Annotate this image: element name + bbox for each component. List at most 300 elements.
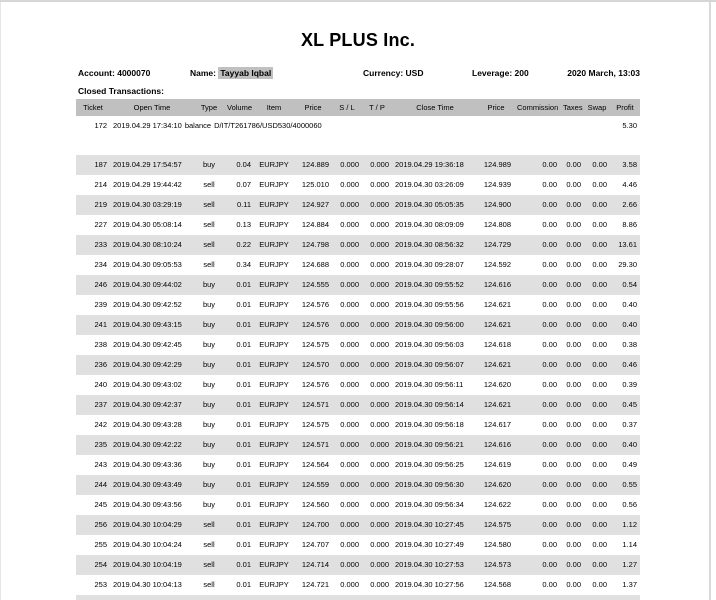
cell-type: buy — [202, 300, 216, 309]
table-row — [76, 155, 640, 175]
cell-price: 125.010 — [301, 180, 329, 189]
cell-price: 124.576 — [301, 380, 329, 389]
cell-taxes: 0.00 — [566, 500, 581, 509]
cell-swap: 0.00 — [584, 235, 610, 255]
cell-close_price: 124.939 — [483, 180, 511, 189]
column-header-volume: Volume — [224, 99, 254, 116]
balance-open-time: 2019.04.29 17:34:10 — [113, 121, 182, 130]
table-row — [76, 175, 640, 195]
cell-ticket: 187 — [76, 155, 110, 175]
cell-open_time: 2019.04.30 10:04:19 — [110, 555, 194, 575]
cell-profit: 1.12 — [610, 515, 640, 535]
cell-price: 124.575 — [301, 420, 329, 429]
cell-swap: 0.00 — [584, 435, 610, 455]
cell-profit: 0.55 — [610, 475, 640, 495]
cell-type: buy — [194, 435, 224, 455]
cell-sl: 0.000 — [332, 555, 362, 575]
column-header-swap: Swap — [584, 99, 610, 116]
cell-volume: 0.13 — [236, 220, 251, 229]
cell-commission: 0.00 — [542, 300, 557, 309]
cell-profit: 0.39 — [622, 380, 637, 389]
cell-volume: 0.01 — [224, 315, 254, 335]
cell-volume: 0.01 — [236, 420, 251, 429]
leverage-label: Leverage: — [472, 68, 513, 78]
cell-sl: 0.000 — [340, 220, 359, 229]
cell-tp: 0.000 — [362, 155, 392, 175]
cell-tp: 0.000 — [370, 380, 389, 389]
cell-tp: 0.000 — [362, 515, 392, 535]
cell-swap: 0.00 — [592, 380, 607, 389]
cell-profit: 0.54 — [610, 275, 640, 295]
cell-price: 124.570 — [294, 355, 332, 375]
table-row — [76, 195, 640, 215]
cell-close_price: 124.620 — [483, 380, 511, 389]
cell-sl: 0.000 — [332, 355, 362, 375]
table-row — [76, 335, 640, 355]
cell-profit: 0.56 — [622, 500, 637, 509]
cell-close_price: 124.568 — [483, 580, 511, 589]
cell-swap: 0.00 — [584, 155, 610, 175]
cell-swap: 0.00 — [592, 580, 607, 589]
cell-price: 124.798 — [294, 235, 332, 255]
table-row — [76, 275, 640, 295]
cell-price: 124.884 — [301, 220, 329, 229]
cell-swap: 0.00 — [592, 260, 607, 269]
cell-commission: 0.00 — [542, 420, 557, 429]
cell-profit: 0.37 — [622, 420, 637, 429]
cell-close_price: 124.620 — [478, 475, 514, 495]
cell-type: sell — [203, 180, 215, 189]
cell-item: EURJPY — [254, 155, 294, 175]
table-row — [76, 555, 640, 575]
cell-volume: 0.01 — [224, 435, 254, 455]
cell-price: 124.575 — [301, 340, 329, 349]
cell-ticket: 244 — [76, 475, 110, 495]
cell-sl: 0.000 — [340, 580, 359, 589]
cell-sl: 0.000 — [340, 180, 359, 189]
cell-close_time: 2019.04.30 09:56:30 — [392, 475, 478, 495]
account-field — [78, 68, 150, 78]
column-header-item: Item — [254, 99, 294, 116]
cell-commission: 0.00 — [542, 580, 557, 589]
cell-taxes: 0.00 — [566, 540, 581, 549]
cell-sl: 0.000 — [340, 500, 359, 509]
cell-close_price: 124.621 — [478, 355, 514, 375]
balance-description — [110, 116, 610, 135]
cell-ticket: 172 — [94, 121, 107, 130]
balance-row — [76, 116, 640, 135]
cell-ticket: 253 — [94, 580, 107, 589]
cell-commission: 0.00 — [542, 460, 557, 469]
cell-item: EURJPY — [254, 275, 294, 295]
cell-close_price: 124.580 — [483, 540, 511, 549]
cell-open_time: 2019.04.30 10:04:24 — [113, 540, 182, 549]
cell-tp: 0.000 — [370, 180, 389, 189]
cell-type: sell — [203, 540, 215, 549]
table-row — [76, 535, 640, 555]
cell-taxes: 0.00 — [560, 235, 584, 255]
cell-sl: 0.000 — [332, 275, 362, 295]
cell-item: EURJPY — [259, 180, 289, 189]
cell-volume: 0.11 — [224, 195, 254, 215]
cell-close_time: 2019.04.30 08:09:09 — [395, 220, 464, 229]
cell-close_time: 2019.04.29 19:36:18 — [392, 155, 478, 175]
cell-open_time: 2019.04.30 09:42:29 — [110, 355, 194, 375]
closed-transactions-table — [76, 99, 640, 600]
cell-item: EURJPY — [259, 500, 289, 509]
cell-profit: 1.27 — [610, 555, 640, 575]
cell-tp: 0.000 — [370, 540, 389, 549]
cell-close_price: 124.621 — [483, 300, 511, 309]
cell-price: 124.559 — [294, 475, 332, 495]
cell-open_time: 2019.04.30 09:42:37 — [110, 395, 194, 415]
cell-close_price: 124.622 — [483, 500, 511, 509]
cell-profit: 0.38 — [622, 340, 637, 349]
cell-tp: 0.000 — [370, 460, 389, 469]
cell-commission: 0.00 — [542, 180, 557, 189]
cell-sl: 0.000 — [340, 420, 359, 429]
cell-close_price: 124.618 — [483, 340, 511, 349]
partial-table-row — [76, 595, 640, 600]
cell-profit: 2.66 — [610, 195, 640, 215]
cell-taxes: 0.00 — [560, 355, 584, 375]
cell-ticket: 239 — [94, 300, 107, 309]
currency-label: Currency: — [363, 68, 404, 78]
cell-taxes: 0.00 — [566, 340, 581, 349]
cell-taxes: 0.00 — [566, 380, 581, 389]
cell-commission: 0.00 — [514, 355, 560, 375]
cell-tp: 0.000 — [362, 195, 392, 215]
cell-item: EURJPY — [259, 580, 289, 589]
cell-volume: 0.22 — [224, 235, 254, 255]
name-field — [190, 68, 273, 78]
cell-taxes: 0.00 — [566, 300, 581, 309]
cell-commission: 0.00 — [514, 275, 560, 295]
cell-ticket: 237 — [76, 395, 110, 415]
cell-swap: 0.00 — [584, 275, 610, 295]
cell-open_time: 2019.04.30 09:42:45 — [113, 340, 182, 349]
cell-tp: 0.000 — [362, 315, 392, 335]
cell-sl: 0.000 — [340, 380, 359, 389]
cell-profit: 5.30 — [622, 121, 637, 130]
cell-type: sell — [194, 515, 224, 535]
cell-volume: 0.01 — [224, 395, 254, 415]
cell-commission: 0.00 — [514, 435, 560, 455]
cell-swap: 0.00 — [592, 460, 607, 469]
cell-swap: 0.00 — [592, 500, 607, 509]
cell-price: 124.555 — [294, 275, 332, 295]
cell-volume: 0.01 — [224, 475, 254, 495]
cell-close_time: 2019.04.30 09:56:00 — [392, 315, 478, 335]
cell-volume: 0.01 — [236, 340, 251, 349]
table-row — [76, 295, 640, 315]
cell-close_time: 2019.04.30 03:26:09 — [395, 180, 464, 189]
account-label: Account: — [78, 68, 115, 78]
currency-value: USD — [405, 68, 424, 78]
cell-item: EURJPY — [259, 300, 289, 309]
cell-ticket: 236 — [76, 355, 110, 375]
cell-commission: 0.00 — [542, 500, 557, 509]
column-header-ticket: Ticket — [76, 99, 110, 116]
table-row — [76, 515, 640, 535]
cell-tp: 0.000 — [362, 395, 392, 415]
cell-sl: 0.000 — [332, 515, 362, 535]
cell-commission: 0.00 — [542, 220, 557, 229]
cell-commission: 0.00 — [514, 195, 560, 215]
table-header-row — [76, 99, 640, 116]
cell-price: 124.576 — [301, 300, 329, 309]
cell-sl: 0.000 — [340, 540, 359, 549]
cell-close_time: 2019.04.30 10:27:53 — [392, 555, 478, 575]
cell-ticket: 255 — [94, 540, 107, 549]
cell-profit: 0.49 — [622, 460, 637, 469]
cell-item: EURJPY — [259, 220, 289, 229]
cell-volume: 0.01 — [224, 515, 254, 535]
cell-taxes: 0.00 — [560, 275, 584, 295]
cell-open_time: 2019.04.30 09:43:49 — [110, 475, 194, 495]
cell-taxes: 0.00 — [560, 195, 584, 215]
cell-volume: 0.01 — [224, 275, 254, 295]
cell-ticket: 214 — [94, 180, 107, 189]
cell-type: buy — [194, 275, 224, 295]
cell-tp: 0.000 — [370, 420, 389, 429]
cell-close_price: 124.621 — [478, 395, 514, 415]
cell-profit: 0.40 — [610, 435, 640, 455]
cell-open_time: 2019.04.30 09:43:36 — [113, 460, 182, 469]
cell-close_price: 124.616 — [478, 435, 514, 455]
window-right-border — [709, 2, 711, 600]
cell-sl: 0.000 — [332, 155, 362, 175]
table-row — [76, 575, 640, 595]
cell-open_time: 2019.04.30 09:42:22 — [110, 435, 194, 455]
cell-price: 124.576 — [294, 315, 332, 335]
cell-item: EURJPY — [254, 475, 294, 495]
table-row — [76, 495, 640, 515]
cell-swap: 0.00 — [584, 395, 610, 415]
cell-open_time: 2019.04.30 09:05:53 — [113, 260, 182, 269]
cell-close_time: 2019.04.30 09:55:56 — [395, 300, 464, 309]
cell-tp: 0.000 — [362, 435, 392, 455]
column-header-profit: Profit — [610, 99, 640, 116]
table-row — [76, 235, 640, 255]
cell-profit: 0.40 — [610, 315, 640, 335]
table-row — [76, 475, 640, 495]
currency-field — [363, 68, 423, 78]
spacer-row — [76, 135, 640, 155]
cell-volume: 0.07 — [236, 180, 251, 189]
column-header-type: Type — [194, 99, 224, 116]
cell-ticket: 242 — [94, 420, 107, 429]
balance-type: balance — [184, 121, 212, 130]
cell-close_time: 2019.04.30 09:28:07 — [395, 260, 464, 269]
cell-sl: 0.000 — [340, 260, 359, 269]
cell-taxes: 0.00 — [566, 180, 581, 189]
cell-item: EURJPY — [254, 435, 294, 455]
cell-price: 124.560 — [301, 500, 329, 509]
cell-close_time: 2019.04.30 05:05:35 — [392, 195, 478, 215]
statement-date: 2020 March, 13:03 — [567, 68, 640, 78]
cell-close_price: 124.592 — [483, 260, 511, 269]
cell-tp: 0.000 — [362, 235, 392, 255]
cell-item: EURJPY — [254, 195, 294, 215]
cell-close_price: 124.729 — [478, 235, 514, 255]
cell-item: EURJPY — [254, 395, 294, 415]
cell-profit: 3.58 — [610, 155, 640, 175]
cell-price: 124.889 — [294, 155, 332, 175]
cell-item: EURJPY — [254, 555, 294, 575]
name-label: Name: — [190, 68, 216, 78]
cell-price: 124.700 — [294, 515, 332, 535]
cell-open_time: 2019.04.30 10:04:13 — [113, 580, 182, 589]
column-header-close_price: Price — [478, 99, 514, 116]
cell-open_time: 2019.04.30 09:42:52 — [113, 300, 182, 309]
cell-commission: 0.00 — [542, 540, 557, 549]
cell-type: sell — [203, 260, 215, 269]
cell-swap: 0.00 — [584, 555, 610, 575]
cell-close_time: 2019.04.30 09:56:11 — [395, 380, 464, 389]
cell-type: sell — [194, 555, 224, 575]
cell-volume: 0.01 — [236, 380, 251, 389]
cell-open_time: 2019.04.30 09:43:15 — [110, 315, 194, 335]
cell-taxes: 0.00 — [560, 395, 584, 415]
table-row — [76, 315, 640, 335]
cell-taxes: 0.00 — [560, 315, 584, 335]
cell-close_time: 2019.04.30 09:56:14 — [392, 395, 478, 415]
cell-volume: 0.01 — [236, 460, 251, 469]
cell-close_price: 124.575 — [478, 515, 514, 535]
header-row — [76, 99, 640, 116]
cell-swap: 0.00 — [592, 220, 607, 229]
cell-sl: 0.000 — [340, 300, 359, 309]
cell-type: buy — [202, 420, 216, 429]
account-value: 4000070 — [117, 68, 151, 78]
cell-swap: 0.00 — [584, 315, 610, 335]
column-header-price: Price — [294, 99, 332, 116]
cell-sl: 0.000 — [340, 340, 359, 349]
cell-tp: 0.000 — [362, 475, 392, 495]
cell-close_time: 2019.04.30 09:56:07 — [392, 355, 478, 375]
cell-sl: 0.000 — [332, 435, 362, 455]
cell-open_time: 2019.04.30 09:43:02 — [113, 380, 182, 389]
cell-commission: 0.00 — [542, 260, 557, 269]
cell-type: buy — [194, 355, 224, 375]
cell-type: sell — [194, 235, 224, 255]
cell-close_time: 2019.04.30 09:56:34 — [395, 500, 464, 509]
transactions-tbody — [76, 155, 640, 600]
cell-profit: 0.40 — [622, 300, 637, 309]
cell-type: buy — [202, 460, 216, 469]
cell-volume: 0.01 — [236, 540, 251, 549]
cell-type: buy — [202, 380, 216, 389]
cell-volume: 0.01 — [236, 300, 251, 309]
cell-volume: 0.01 — [236, 500, 251, 509]
closed-transactions-label: Closed Transactions: — [78, 86, 164, 96]
cell-close_time: 2019.04.30 10:27:49 — [395, 540, 464, 549]
cell-item: EURJPY — [259, 380, 289, 389]
balance-comment: D/IT/T261786/USD530/4000060 — [214, 121, 322, 130]
cell-sl: 0.000 — [332, 395, 362, 415]
cell-swap: 0.00 — [584, 515, 610, 535]
cell-ticket: 238 — [94, 340, 107, 349]
cell-profit: 1.14 — [622, 540, 637, 549]
cell-item: EURJPY — [254, 315, 294, 335]
cell-tp: 0.000 — [370, 340, 389, 349]
cell-price: 124.721 — [301, 580, 329, 589]
cell-swap: 0.00 — [584, 475, 610, 495]
cell-taxes: 0.00 — [560, 555, 584, 575]
column-header-close_time: Close Time — [392, 99, 478, 116]
cell-swap: 0.00 — [592, 340, 607, 349]
cell-close_time: 2019.04.30 09:56:25 — [395, 460, 464, 469]
cell-commission: 0.00 — [514, 155, 560, 175]
cell-profit: 29.30 — [618, 260, 637, 269]
cell-close_price: 124.900 — [478, 195, 514, 215]
cell-close_price: 124.573 — [478, 555, 514, 575]
cell-sl: 0.000 — [332, 195, 362, 215]
cell-profit: 1.37 — [622, 580, 637, 589]
cell-close_time: 2019.04.30 09:56:21 — [392, 435, 478, 455]
cell-ticket: 219 — [76, 195, 110, 215]
cell-open_time: 2019.04.30 09:44:02 — [110, 275, 194, 295]
cell-taxes: 0.00 — [560, 515, 584, 535]
cell-item: EURJPY — [254, 515, 294, 535]
column-header-tp: T / P — [362, 99, 392, 116]
cell-profit: 4.46 — [622, 180, 637, 189]
leverage-field — [472, 68, 529, 78]
cell-tp: 0.000 — [370, 300, 389, 309]
cell-item: EURJPY — [254, 355, 294, 375]
cell-profit: 13.61 — [610, 235, 640, 255]
cell-item: EURJPY — [259, 260, 289, 269]
cell-open_time: 2019.04.30 10:04:29 — [110, 515, 194, 535]
cell-close_price: 124.989 — [478, 155, 514, 175]
cell-ticket: 240 — [94, 380, 107, 389]
cell-profit: 0.46 — [610, 355, 640, 375]
cell-close_time: 2019.04.30 09:55:52 — [392, 275, 478, 295]
cell-profit: 8.86 — [622, 220, 637, 229]
table-row — [76, 215, 640, 235]
cell-type: buy — [194, 315, 224, 335]
page-title: XL PLUS Inc. — [300, 30, 416, 50]
cell-type: sell — [203, 220, 215, 229]
column-header-open_time: Open Time — [110, 99, 194, 116]
cell-close_price: 124.616 — [478, 275, 514, 295]
cell-ticket: 233 — [76, 235, 110, 255]
table-row — [76, 395, 640, 415]
cell-taxes: 0.00 — [566, 420, 581, 429]
cell-open_time: 2019.04.29 17:54:57 — [110, 155, 194, 175]
column-header-sl: S / L — [332, 99, 362, 116]
cell-item: EURJPY — [259, 460, 289, 469]
cell-sl: 0.000 — [332, 315, 362, 335]
cell-open_time: 2019.04.29 19:44:42 — [113, 180, 182, 189]
cell-sl: 0.000 — [332, 475, 362, 495]
cell-taxes: 0.00 — [560, 155, 584, 175]
cell-close_time: 2019.04.30 10:27:56 — [395, 580, 464, 589]
cell-swap: 0.00 — [592, 180, 607, 189]
cell-commission: 0.00 — [514, 555, 560, 575]
cell-taxes: 0.00 — [566, 260, 581, 269]
cell-tp: 0.000 — [370, 220, 389, 229]
cell-open_time: 2019.04.30 03:29:19 — [110, 195, 194, 215]
cell-taxes: 0.00 — [566, 220, 581, 229]
cell-open_time: 2019.04.30 09:43:28 — [113, 420, 182, 429]
cell-tp: 0.000 — [370, 500, 389, 509]
cell-ticket: 234 — [94, 260, 107, 269]
cell-swap: 0.00 — [592, 300, 607, 309]
cell-price: 124.571 — [294, 395, 332, 415]
cell-price: 124.564 — [301, 460, 329, 469]
